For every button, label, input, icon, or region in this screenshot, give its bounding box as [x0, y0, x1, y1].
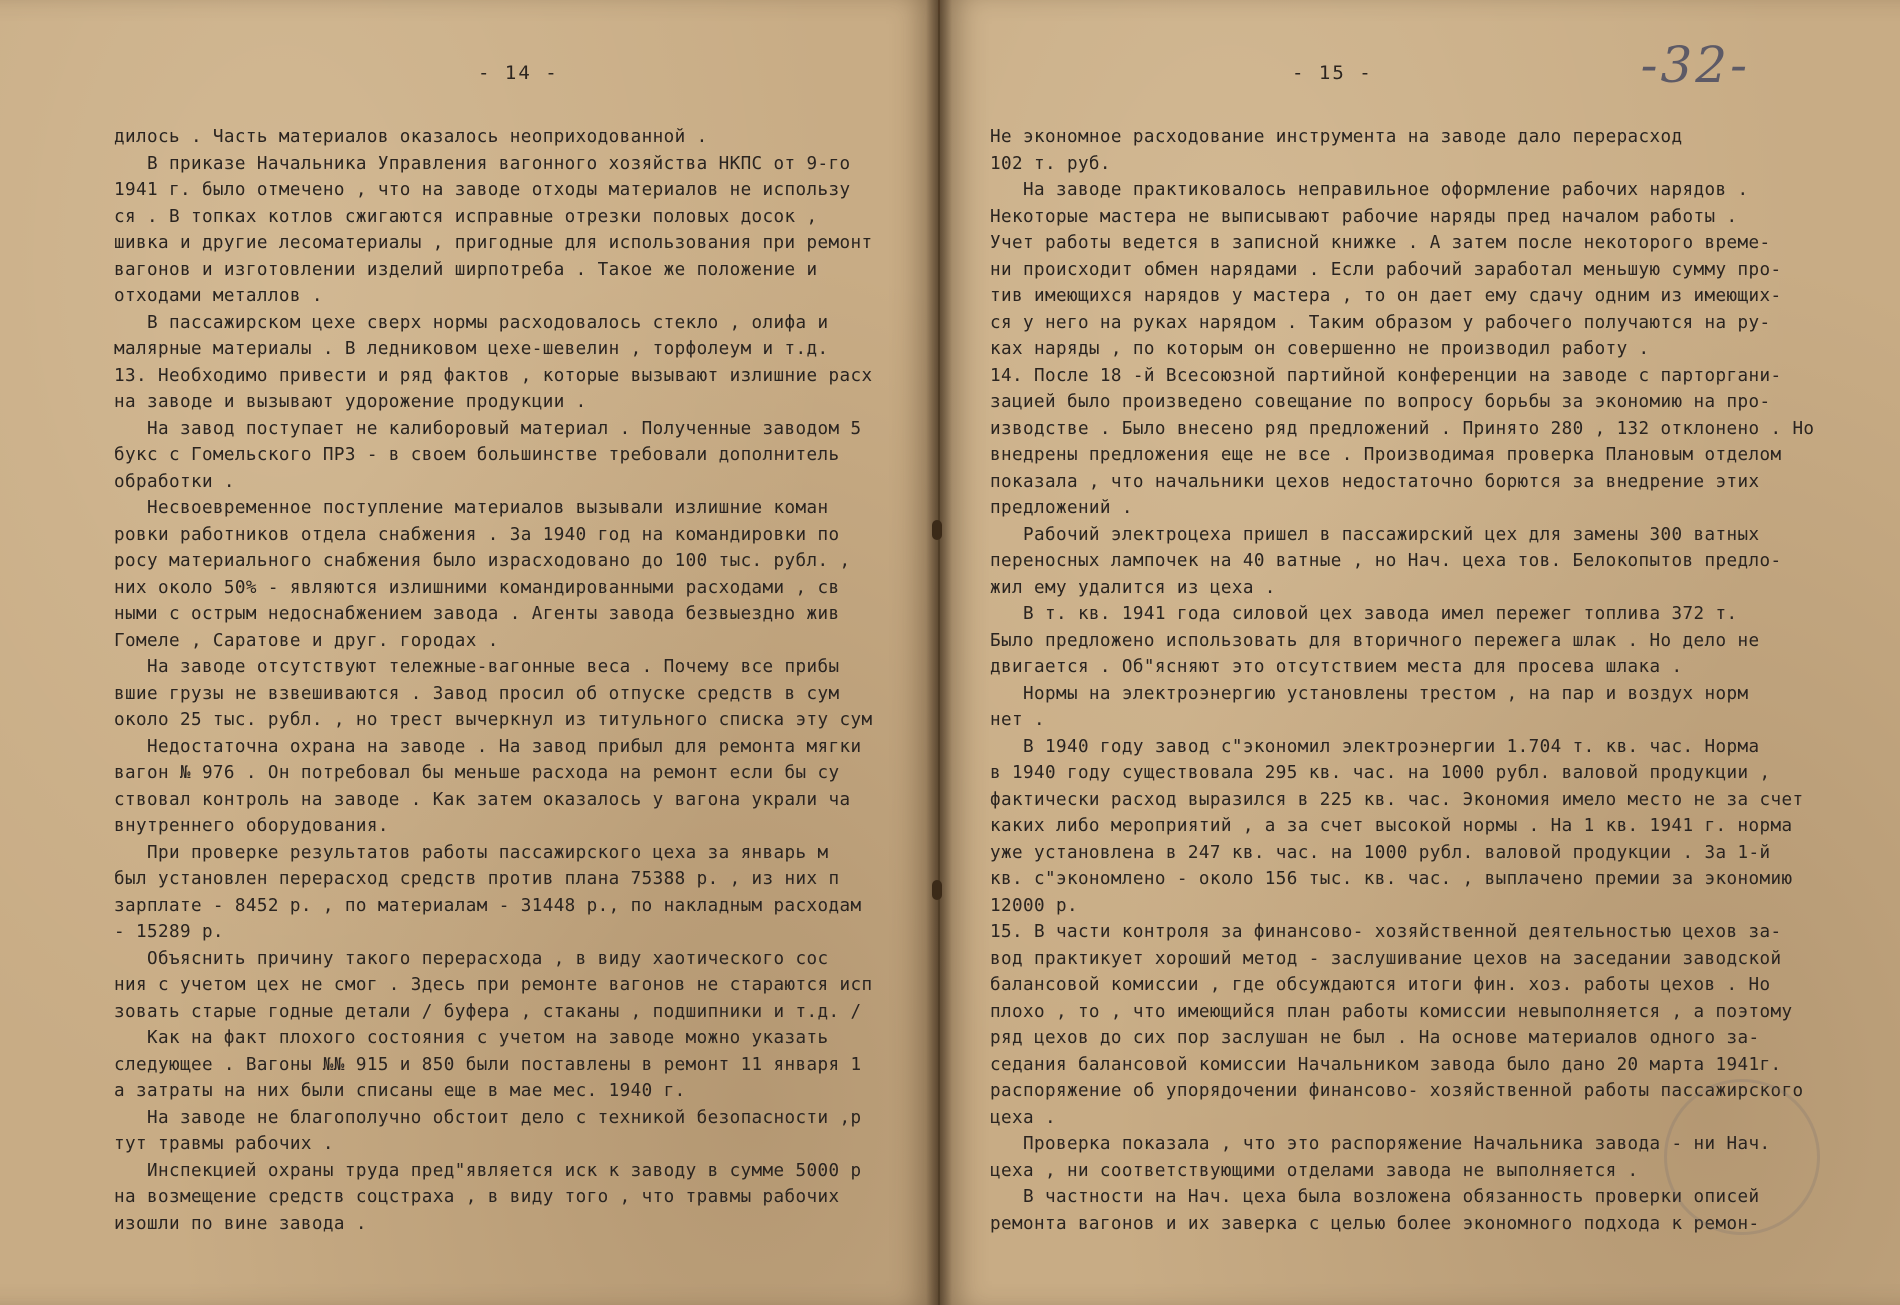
- right-page-text-line: зацией было произведено совещание по вопросу борьбы за экономию на про-: [990, 392, 1771, 412]
- right-page: [940, 0, 1900, 1305]
- right-page-text-line: распоряжение об упорядочении финансово- хозяйственной работы пассажирского: [990, 1081, 1804, 1101]
- right-page-text-line: В 1940 году завод с"экономил электроэнергии 1.704 т. кв. час. Норма: [990, 736, 1760, 757]
- left-page-text-line: При проверке результатов работы пассажирского цеха за январь м: [114, 842, 829, 863]
- right-page-text-line: Учет работы ведется в записной книжке . А затем после некоторого време-: [990, 233, 1771, 253]
- right-page-text-line: Не экономное расходование инструмента на заводе дало перерасход: [990, 127, 1683, 147]
- right-page-text-line: На заводе практиковалось неправильное оформление рабочих нарядов .: [990, 180, 1749, 200]
- left-page-text-line: ровки работников отдела снабжения . За 1940 год на командировки по: [114, 524, 840, 545]
- right-page-text-line: ни происходит обмен нарядами . Если рабочий заработал меньшую сумму про-: [990, 259, 1782, 280]
- left-page-text-line: 1941 г. было отмечено , что на заводе отходы материалов не использу: [114, 180, 851, 200]
- right-page-text-line: плохо , то , что имеющийся план работы комиссии невыполняется , а поэтому: [990, 1001, 1793, 1022]
- binding-hole-icon: [932, 880, 942, 900]
- left-page-text-line: Несвоевременное поступление материалов вызывали излишние коман: [114, 498, 829, 518]
- right-page-text-line: Рабочий электроцеха пришел в пассажирский цех для замены 300 ватных: [990, 524, 1760, 545]
- right-page-text-line: ся у него на руках нарядом . Таким образом у рабочего получаются на ру-: [990, 312, 1771, 333]
- right-page-text-line: кв. с"экономлено - около 156 тыс. кв. час. , выплачено премии за экономию: [990, 869, 1793, 889]
- right-page-text-line: 102 т. руб.: [990, 153, 1111, 174]
- right-page-text-line: цеха .: [990, 1107, 1056, 1128]
- right-page-text-line: В т. кв. 1941 года силовой цех завода имел пережег топлива 372 т.: [990, 604, 1738, 624]
- left-page-text-line: около 25 тыс. рубл. , но трест вычеркнул из титульного списка эту сум: [114, 710, 873, 730]
- left-page-text-line: вшие грузы не взвешиваются . Завод просил об отпуске средств в сум: [114, 683, 840, 704]
- left-page-text-line: малярные материалы . В ледниковом цехе-шевелин , торфолеум и т.д.: [114, 339, 829, 359]
- binding-hole-icon: [932, 520, 942, 540]
- left-page-text-line: Как на факт плохого состояния с учетом на заводе можно указать: [114, 1028, 829, 1048]
- left-page-text-line: В приказе Начальника Управления вагонного хозяйства НКПС от 9-го: [114, 153, 851, 174]
- right-page-text: [990, 124, 1814, 1237]
- left-page-text-line: вагонов и изготовлении изделий ширпотреба . Такое же положение и: [114, 259, 818, 280]
- right-page-text-line: каких либо мероприятий , а за счет высокой нормы . На 1 кв. 1941 г. норма: [990, 816, 1793, 836]
- book-gutter: [926, 0, 952, 1305]
- left-page-text-line: на заводе и вызывают удорожение продукции .: [114, 392, 587, 412]
- right-page-text-line: ремонта вагонов и их заверка с целью более экономного подхода к ремон-: [990, 1213, 1760, 1234]
- right-page-text-line: ках наряды , по которым он совершенно не производил работу .: [990, 339, 1650, 359]
- left-page-text: [114, 124, 872, 1237]
- right-page-text-line: фактически расход выразился в 225 кв. час. Экономия имело место не за счет: [990, 789, 1804, 810]
- right-page-text-line: уже установлена в 247 кв. час. на 1000 рубл. валовой продукции . За 1-й: [990, 842, 1771, 863]
- right-page-text-line: цеха , ни соответствующими отделами завода не выполняется .: [990, 1160, 1639, 1181]
- left-page-text-line: ными с острым недоснабжением завода . Агенты завода безвыездно жив: [114, 604, 840, 624]
- left-page-text-line: Объяснить причину такого перерасхода , в виду хаотического сос: [114, 948, 829, 969]
- right-page-text-line: Нормы на электроэнергию установлены трестом , на пар и воздух норм: [990, 683, 1749, 704]
- left-page-text-line: букс с Гомельского ПРЗ - в своем большинстве требовали дополнитель: [114, 445, 840, 465]
- right-page-text-line: предложений .: [990, 498, 1133, 518]
- right-page-text-line: седания балансовой комиссии Начальником завода было дано 20 марта 1941г.: [990, 1054, 1782, 1075]
- left-page-text-line: тут травмы рабочих .: [114, 1134, 334, 1154]
- right-page-text-line: тив имеющихся нарядов у мастера , то он дает ему сдачу одним из имеющих-: [990, 286, 1782, 306]
- left-page-text-line: Недостаточна охрана на заводе . На завод прибыл для ремонта мягки: [114, 736, 862, 757]
- left-page-text-line: ся . В топках котлов сжигаются исправные отрезки половых досок ,: [114, 206, 818, 227]
- right-page-text-line: В частности на Нач. цеха была возложена обязанность проверки описей: [990, 1187, 1760, 1207]
- left-page-text-line: 13. Необходимо привести и ряд фактов , которые вызывают излишние расх: [114, 365, 873, 386]
- left-page-text-line: зарплате - 8452 р. , по материалам - 31448 р., по накладным расходам: [114, 895, 862, 916]
- left-page-text-line: отходами металлов .: [114, 286, 323, 306]
- left-page-text-line: дилось . Часть материалов оказалось неоприходованной .: [114, 127, 708, 147]
- right-page-text-line: переносных лампочек на 40 ватные , но Нач. цеха тов. Белокопытов предло-: [990, 551, 1782, 571]
- right-page-text-line: ряд цехов до сих пор заслушан не был . На основе материалов одного за-: [990, 1028, 1760, 1048]
- right-page-text-line: жил ему удалится из цеха .: [990, 577, 1276, 598]
- left-page-text-line: обработки .: [114, 471, 235, 492]
- left-page-text-line: на возмещение средств соцстраха , в виду того , что травмы рабочих: [114, 1187, 840, 1207]
- left-page-number: - 14 -: [478, 62, 559, 84]
- right-page-text-line: Некоторые мастера не выписывают рабочие наряды пред началом работы .: [990, 206, 1738, 227]
- right-page-text-line: Проверка показала , что это распоряжение Начальника завода - ни Нач.: [990, 1134, 1771, 1154]
- right-page-text-line: вод практикует хороший метод - заслушивание цехов на заседании заводской: [990, 948, 1782, 969]
- left-page-text-line: следующее . Вагоны №№ 915 и 850 были поставлены в ремонт 11 января 1: [114, 1054, 862, 1075]
- right-page-text-line: изводстве . Было внесено ряд предложений . Принято 280 , 132 отклонено . Но: [990, 418, 1815, 439]
- left-page-text-line: ствовал контроль на заводе . Как затем оказалось у вагона украли ча: [114, 789, 851, 810]
- right-page-text-line: внедрены предложения еще не все . Производимая проверка Плановым отделом: [990, 445, 1782, 465]
- right-page-text-line: нет .: [990, 710, 1045, 730]
- left-page-text-line: Гомеле , Саратове и друг. городах .: [114, 630, 499, 651]
- left-page-text-line: внутреннего оборудования.: [114, 816, 389, 836]
- left-page-text-line: На заводе отсутствуют тележные-вагонные веса . Почему все прибы: [114, 657, 840, 677]
- right-page-text-line: Было предложено использовать для вторичного пережега шлак . Но дело не: [990, 630, 1760, 651]
- handwritten-sheet-number: -32-: [1640, 36, 1750, 94]
- right-page-number: - 15 -: [1292, 62, 1373, 84]
- left-page-text-line: На заводе не благополучно обстоит дело с техникой безопасности ,р: [114, 1107, 862, 1128]
- left-page-text-line: а затраты на них были списаны еще в мае мес. 1940 г.: [114, 1081, 686, 1101]
- left-page-text-line: Инспекцией охраны труда пред"является иск к заводу в сумме 5000 р: [114, 1160, 862, 1181]
- left-page-text-line: изошли по вине завода .: [114, 1213, 367, 1234]
- left-page-text-line: зовать старые годные детали / буфера , стаканы , подшипники и т.д. /: [114, 1001, 862, 1022]
- left-page-text-line: них около 50% - являются излишними командированными расходами , св: [114, 577, 840, 598]
- right-page-text-line: балансовой комиссии , где обсуждаются итоги фин. хоз. работы цехов . Но: [990, 975, 1771, 995]
- right-page-text-line: 15. В части контроля за финансово- хозяйственной деятельностью цехов за-: [990, 922, 1782, 942]
- left-page: [0, 0, 938, 1305]
- left-page-text-line: - 15289 р.: [114, 922, 224, 942]
- right-page-text-line: 14. После 18 -й Всесоюзной партийной конференции на заводе с парторгани-: [990, 365, 1782, 386]
- left-page-text-line: вагон № 976 . Он потребовал бы меньше расхода на ремонт если бы су: [114, 763, 840, 783]
- right-page-text-line: показала , что начальники цехов недостаточно борются за внедрение этих: [990, 471, 1760, 492]
- left-page-text-line: росу материального снабжения было израсходовано до 100 тыс. рубл. ,: [114, 551, 851, 571]
- left-page-text-line: В пассажирском цехе сверх нормы расходовалось стекло , олифа и: [114, 312, 829, 333]
- left-page-text-line: На завод поступает не калиборовый материал . Полученные заводом 5: [114, 418, 862, 439]
- left-page-text-line: ния с учетом цех не смог . Здесь при ремонте вагонов не стараются исп: [114, 975, 873, 995]
- right-page-text-line: 12000 р.: [990, 895, 1078, 916]
- left-page-text-line: шивка и другие лесоматериалы , пригодные для использования при ремонт: [114, 233, 873, 253]
- right-page-text-line: двигается . Об"ясняют это отсутствием места для просева шлака .: [990, 657, 1683, 677]
- left-page-text-line: был установлен перерасход средств против плана 75388 р. , из них п: [114, 869, 840, 889]
- right-page-text-line: в 1940 году существовала 295 кв. час. на 1000 рубл. валовой продукции ,: [990, 763, 1771, 783]
